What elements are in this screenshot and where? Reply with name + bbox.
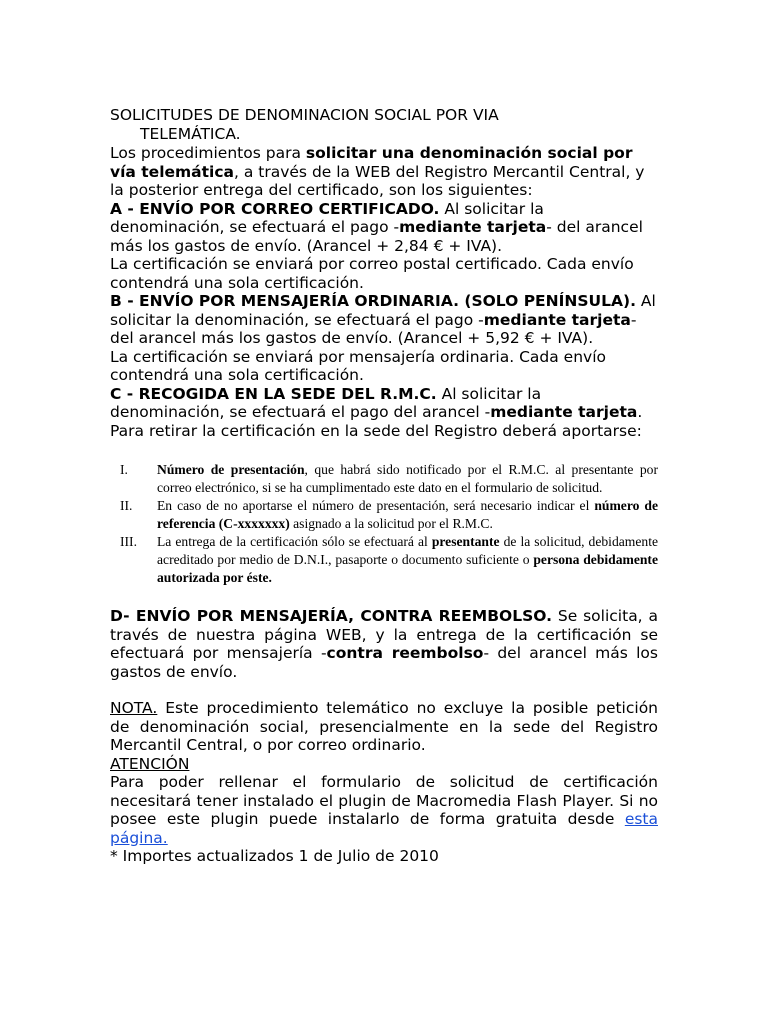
list-item-number: II. <box>120 498 133 513</box>
section-b-heading: B - ENVÍO POR MENSAJERÍA ORDINARIA. (SOLO PENÍNSULA). <box>110 292 636 310</box>
section-d-text-1: Se solicita, a través de nuestra página WEB, y la entrega de la certificación se efectuará por mensajería - <box>110 607 658 662</box>
list-item-bold: persona debidamente autorizada por éste. <box>157 552 658 585</box>
requirements-list <box>110 461 658 587</box>
intro-paragraph <box>110 144 658 200</box>
section-a-bold: mediante tarjeta <box>399 218 547 236</box>
list-item-bold: presentante <box>431 534 500 549</box>
section-d <box>110 607 658 681</box>
list-item-bold: Número de presentación <box>157 462 305 477</box>
list-item-text: de la solicitud, debidamente acreditado por medio de D.N.I., pasaporte o documento suficiente o <box>157 534 659 567</box>
plugin-download-link[interactable]: esta página. <box>110 810 658 847</box>
section-a-text-1: Al solicitar la denominación, se efectuará el pago - <box>110 199 544 236</box>
list-item-number: I. <box>120 462 128 477</box>
section-c-text-1: Al solicitar la denominación, se efectuará el pago del arancel - <box>110 384 542 421</box>
list-item <box>110 461 658 497</box>
list-item-bold: número de referencia (C-xxxxxxx) <box>157 498 659 531</box>
list-item-text: En caso de no aportarse el número de presentación, será necesario indicar el <box>157 498 595 513</box>
section-c <box>110 385 658 441</box>
section-d-text-2: - del arancel más los gastos de envío. <box>110 644 658 681</box>
list-item-text: La entrega de la certificación sólo se efectuará al <box>157 534 432 549</box>
title-line-1: SOLICITUDES DE DENOMINACION SOCIAL POR VIA <box>110 106 499 124</box>
title-line-2: TELEMÁTICA. <box>140 125 241 143</box>
section-d-bold: contra reembolso <box>326 644 484 662</box>
section-c-bold: mediante tarjeta <box>490 403 638 421</box>
section-b-text-2: - del arancel más los gastos de envío. (Arancel + 5,92 € + IVA). <box>110 310 637 347</box>
nota-paragraph <box>110 699 658 866</box>
section-a-text-2: - del arancel más los gastos de envío. (Arancel + 2,84 € + IVA). <box>110 218 643 255</box>
section-d-heading: D- ENVÍO POR MENSAJERÍA, CONTRA REEMBOLSO. <box>110 607 552 625</box>
section-b-text-1: Al solicitar la denominación, se efectuará el pago - <box>110 292 656 329</box>
intro-bold: solicitar una denominación social por vía telemática <box>110 144 633 181</box>
list-item-number: III. <box>120 534 137 549</box>
intro-text-1: Los procedimientos para <box>110 144 306 162</box>
atencion-text: Para poder rellenar el formulario de solicitud de certificación necesitará tener instalado el plugin de Macromedia Flash Player. Si no posee este plugin puede instalarlo de forma gratuita desde <box>110 773 658 828</box>
section-b <box>110 292 658 385</box>
list-item-text: asignado a la solicitud por el R.M.C. <box>289 516 493 531</box>
section-a-text-3: La certificación se enviará por correo postal certificado. Cada envío contendrá una sola certificación. <box>110 255 634 292</box>
section-b-text-3: La certificación se enviará por mensajería ordinaria. Cada envío contendrá una sola certificación. <box>110 347 606 384</box>
list-item <box>110 533 658 587</box>
intro-text-2: , a través de la WEB del Registro Mercantil Central, y la posterior entrega del certificado, son los siguientes: <box>110 162 645 199</box>
section-b-bold: mediante tarjeta <box>483 310 631 329</box>
document-title <box>110 106 658 144</box>
list-item <box>110 497 658 533</box>
nota-text: Este procedimiento telemático no excluye la posible petición de denominación social, presencialmente en la sede del Registro Mercantil Central, o por correo ordinario. <box>110 699 658 754</box>
section-a <box>110 200 658 293</box>
atencion-label: ATENCIÓN <box>110 754 190 773</box>
list-item-text: , que habrá sido notificado por el R.M.C. al presentante por correo electrónico, si se ha cumplimentado este dato en el formulario de solicitud. <box>157 462 658 495</box>
section-c-text-2: . <box>637 403 643 421</box>
section-a-heading: A - ENVÍO POR CORREO CERTIFICADO. <box>110 199 440 218</box>
section-c-heading: C - RECOGIDA EN LA SEDE DEL R.M.C. <box>110 384 437 403</box>
nota-label: NOTA. <box>110 699 158 717</box>
footnote: * Importes actualizados 1 de Julio de 2010 <box>110 847 439 865</box>
section-c-text-3: Para retirar la certificación en la sede del Registro deberá aportarse: <box>110 421 642 440</box>
